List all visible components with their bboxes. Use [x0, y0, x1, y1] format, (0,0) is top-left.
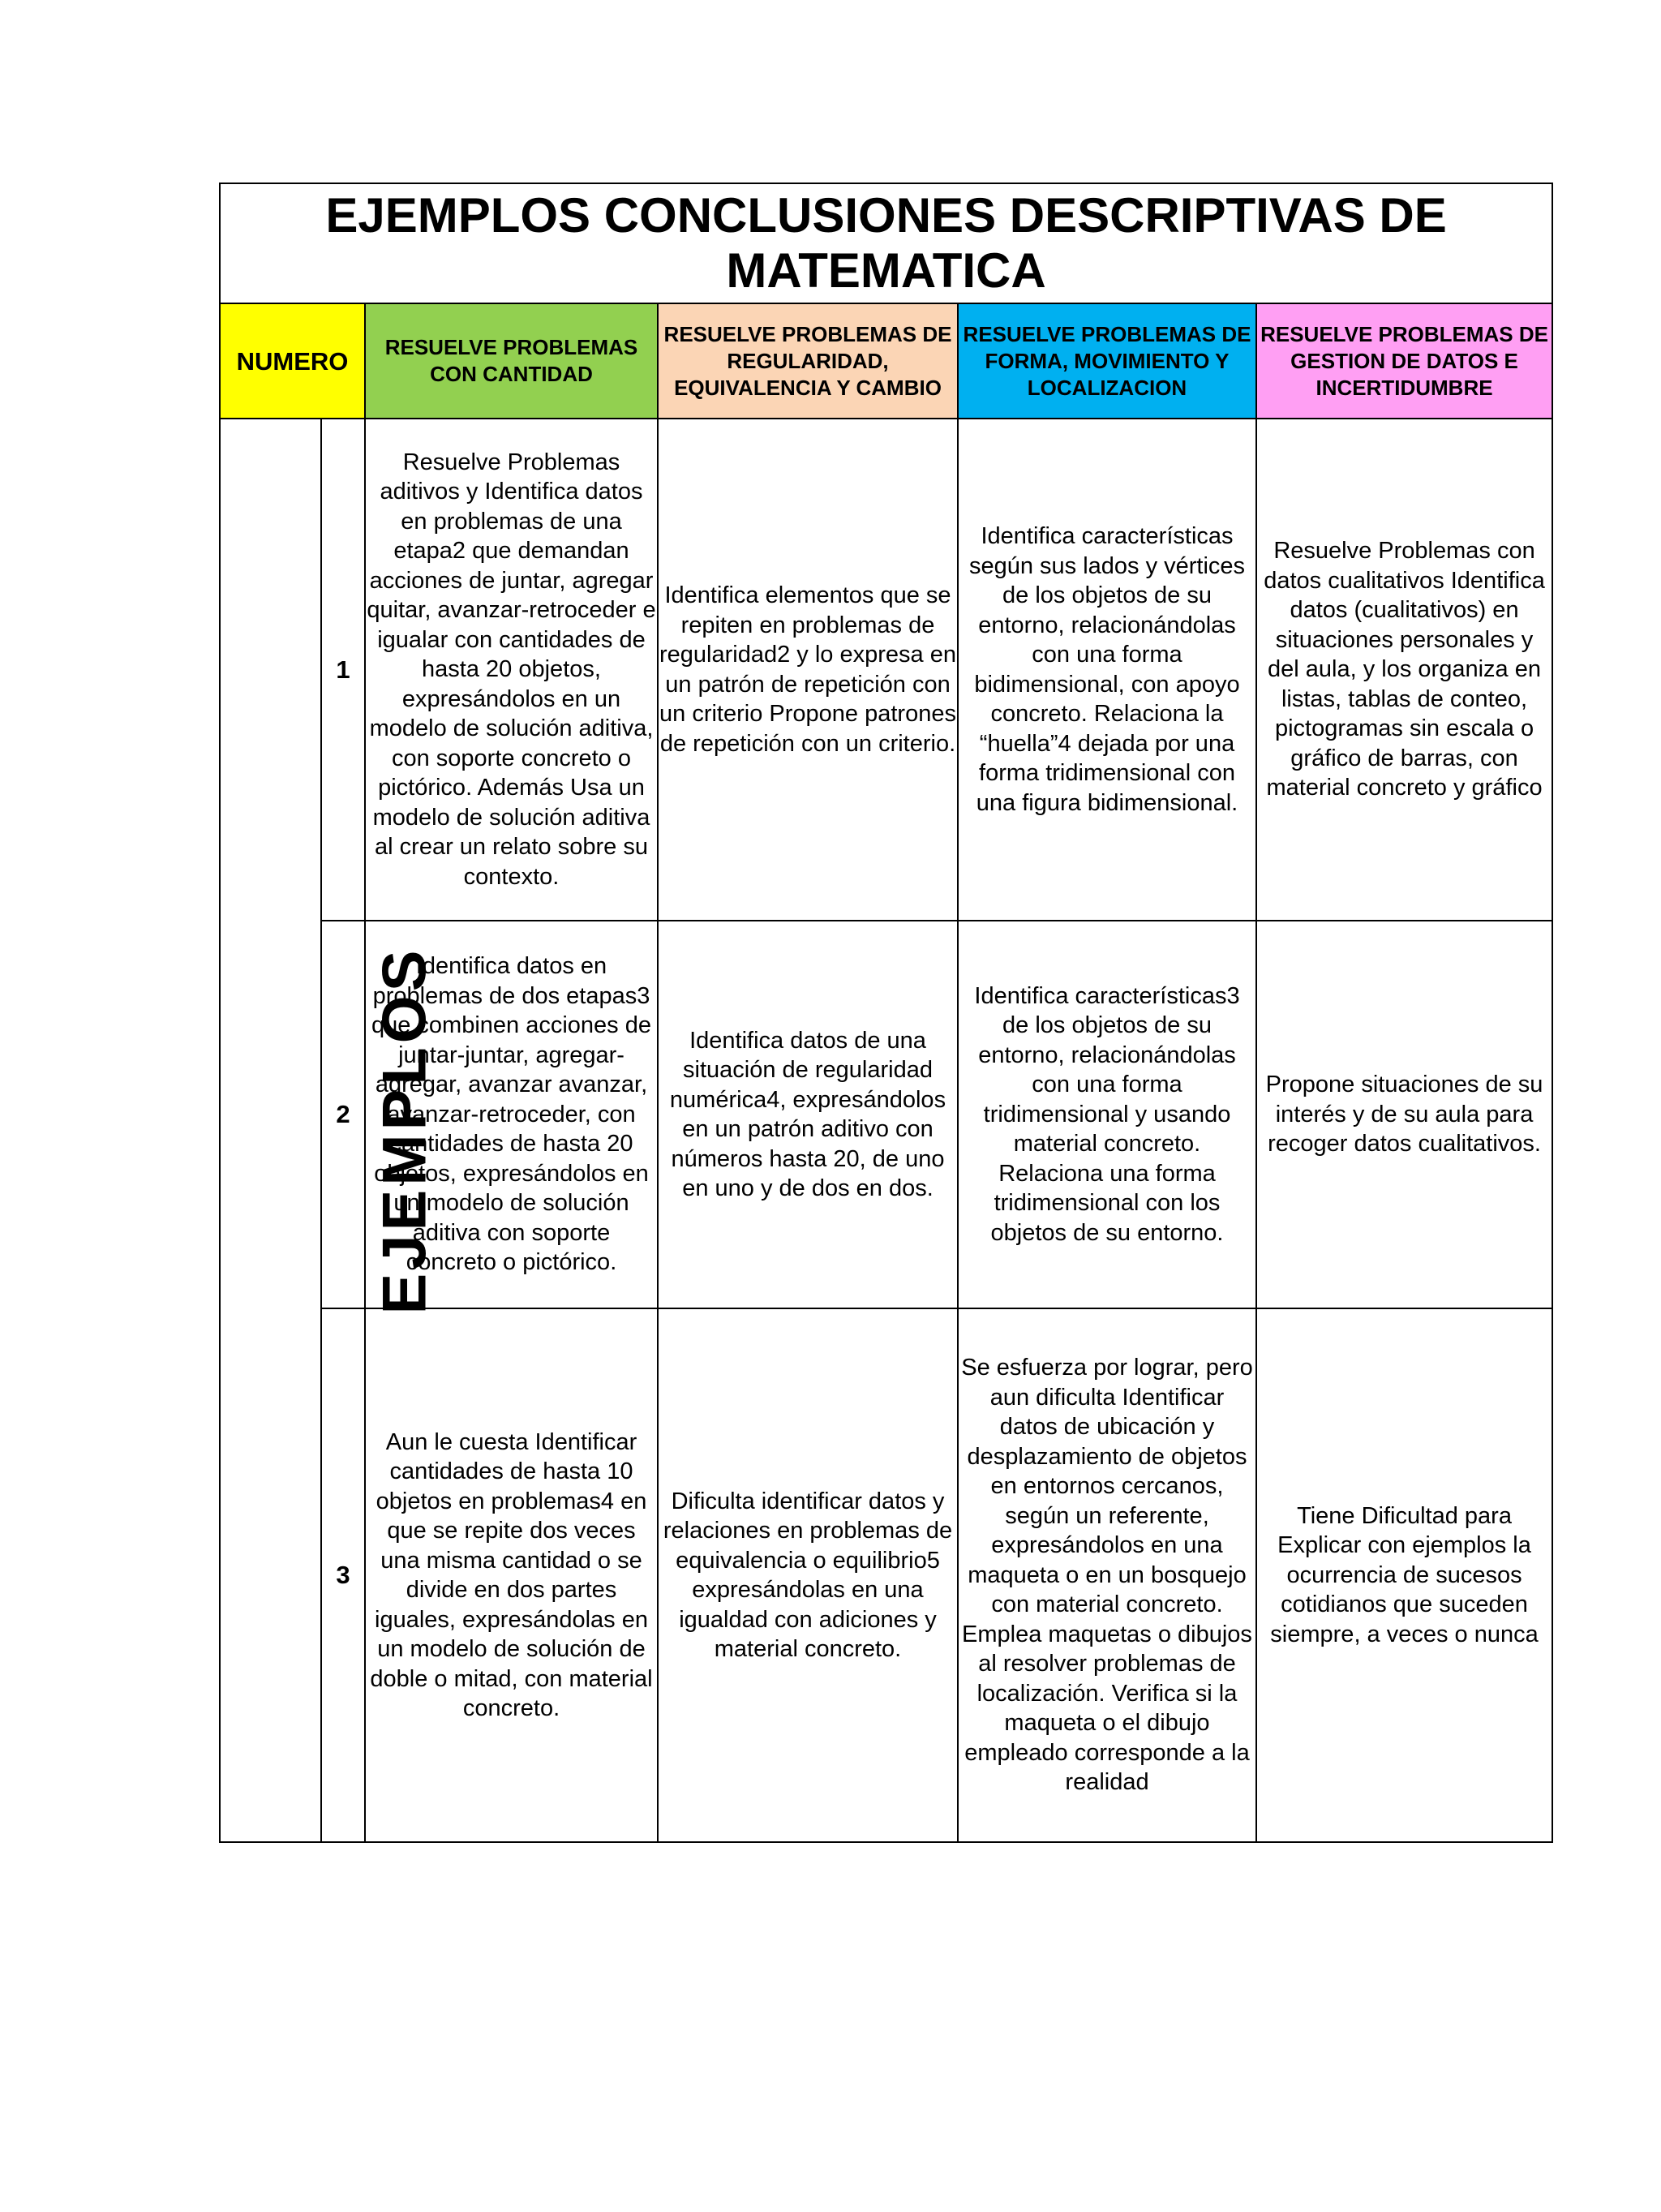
cell-cantidad: Identifica datos en problemas de dos etapas3 que combinen acciones de juntar-juntar, agregar-agregar, avanzar avanzar, avanzar-retroceder, con cantidades de hasta 20 objetos, expresándolos en un modelo de solución aditiva con soporte concreto o pictórico.: [365, 921, 658, 1308]
cell-cantidad: Resuelve Problemas aditivos y Identifica datos en problemas de una etapa2 que demandan acciones de juntar, agregar quitar, avanzar-retroceder e igualar con cantidades de hasta 20 objetos, expresándolos en un modelo de solución aditiva, con soporte concreto o pictórico. Además Usa un modelo de solución aditiva al crear un relato sobre su contexto.: [365, 419, 658, 921]
table-row: [220, 1308, 1552, 1842]
cell-regularidad: Dificulta identificar datos y relaciones en problemas de equivalencia o equilibrio5 expresándolas en una igualdad con adiciones y material concreto.: [658, 1308, 958, 1842]
cell-forma: Se esfuerza por lograr, pero aun dificulta Identificar datos de ubicación y desplazamiento de objetos en entornos cercanos, según un referente, expresándolos en una maqueta o en un bosquejo con material concreto. Emplea maquetas o dibujos al resolver problemas de localización. Verifica si la maqueta o el dibujo empleado corresponde a la realidad: [958, 1308, 1256, 1842]
ejemplos-side-label-text: EJEMPLOS: [370, 946, 440, 1315]
ejemplos-side-label: [220, 419, 440, 1842]
cell-gestion: Propone situaciones de su interés y de su aula para recoger datos cualitativos.: [1256, 921, 1552, 1308]
header-gestion: RESUELVE PROBLEMAS DE GESTION DE DATOS E INCERTIDUMBRE: [1256, 303, 1552, 419]
cell-cantidad: Aun le cuesta Identificar cantidades de hasta 10 objetos en problemas4 en que se repite dos veces una misma cantidad o se divide en dos partes iguales, expresándolas en un modelo de solución de doble o mitad, con material concreto.: [365, 1308, 658, 1842]
cell-forma: Identifica características según sus lados y vértices de los objetos de su entorno, relacionándolas con una forma bidimensional, con apoyo concreto. Relaciona la “huella”4 dejada por una forma tridimensional con una figura bidimensional.: [958, 419, 1256, 921]
conclusions-table: [219, 183, 1553, 1843]
row-number: 3: [321, 1308, 365, 1842]
row-number: 1: [321, 419, 365, 921]
cell-gestion: Resuelve Problemas con datos cualitativos Identifica datos (cualitativos) en situaciones personales y del aula, y los organiza en listas, tablas de conteo, pictogramas sin escala o gráfico de barras, con material concreto y gráfico: [1256, 419, 1552, 921]
cell-gestion: Tiene Dificultad para Explicar con ejemplos la ocurrencia de sucesos cotidianos que suceden siempre, a veces o nunca: [1256, 1308, 1552, 1842]
header-regularidad: RESUELVE PROBLEMAS DE REGULARIDAD, EQUIVALENCIA Y CAMBIO: [658, 303, 958, 419]
cell-forma: Identifica características3 de los objetos de su entorno, relacionándolas con una forma tridimensional y usando material concreto. Relaciona una forma tridimensional con los objetos de su entorno.: [958, 921, 1256, 1308]
cell-regularidad: Identifica elementos que se repiten en problemas de regularidad2 y lo expresa en un patrón de repetición con un criterio Propone patrones de repetición con un criterio.: [658, 419, 958, 921]
cell-regularidad: Identifica datos de una situación de regularidad numérica4, expresándolos en un patrón aditivo con números hasta 20, de uno en uno y de dos en dos.: [658, 921, 958, 1308]
row-number: 2: [321, 921, 365, 1308]
document-title: EJEMPLOS CONCLUSIONES DESCRIPTIVAS DE MATEMATICA: [220, 183, 1552, 303]
table-row: [220, 419, 1552, 921]
header-cantidad: RESUELVE PROBLEMAS CON CANTIDAD: [365, 303, 658, 419]
header-forma: RESUELVE PROBLEMAS DE FORMA, MOVIMIENTO Y LOCALIZACION: [958, 303, 1256, 419]
header-numero: NUMERO: [220, 303, 365, 419]
